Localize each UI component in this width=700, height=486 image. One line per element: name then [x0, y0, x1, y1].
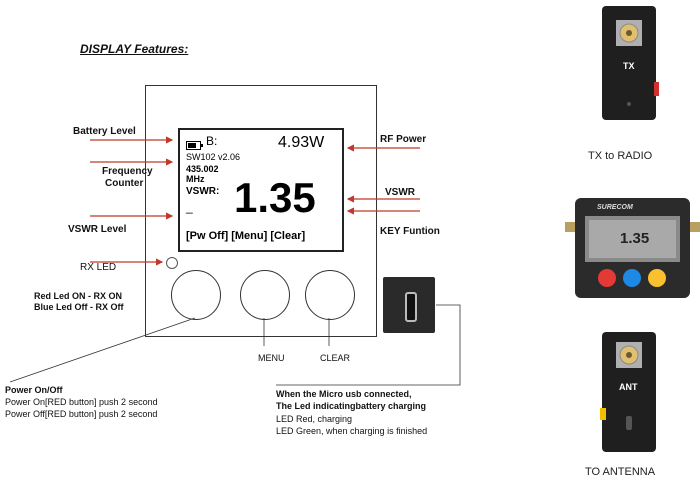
ant-port-label: ANT	[619, 382, 638, 392]
label-rf-power: RF Power	[380, 134, 427, 145]
frequency-readout: 435.002	[186, 164, 219, 174]
label-frequency: Frequency	[102, 166, 153, 177]
frequency-unit: MHz	[186, 174, 205, 184]
label-vswr-level: VSWR Level	[68, 224, 127, 235]
caption-to-antenna: TO ANTENNA	[585, 466, 656, 478]
power-notes-heading: Power On/Off	[5, 385, 63, 395]
power-notes-off: Power Off[RED button] push 2 second	[5, 409, 158, 419]
usb-note-4: LED Green, when charging is finished	[276, 426, 428, 436]
diagram-title: DISPLAY Features:	[80, 42, 189, 56]
key-function-bar: [Pw Off] [Menu] [Clear]	[186, 230, 306, 242]
label-vswr: VSWR	[385, 187, 415, 198]
vswr-label: VSWR:	[186, 186, 220, 197]
vswr-value: 1.35	[234, 174, 316, 221]
power-readout: 4.93W	[278, 134, 325, 151]
battery-text: B:	[206, 134, 218, 148]
brand-logo: SURECOM	[597, 204, 633, 211]
power-notes-on: Power On[RED button] push 2 second	[5, 397, 158, 407]
ant-connector-photo	[600, 330, 660, 460]
device-photo	[565, 194, 700, 309]
caption-tx-to-radio: TX to RADIO	[588, 150, 653, 162]
usb-note-2: The Led indicatingbattery charging	[276, 401, 427, 411]
device-photo-value: 1.35	[620, 230, 650, 247]
tx-connector-photo	[600, 4, 660, 129]
label-counter: Counter	[105, 178, 144, 189]
usb-note-1: When the Micro usb connected,	[276, 389, 412, 399]
label-clear: CLEAR	[320, 353, 351, 363]
led-note-blue: Blue Led Off - RX Off	[34, 302, 124, 312]
label-menu: MENU	[258, 353, 285, 363]
firmware-version: SW102 v2.06	[186, 152, 241, 162]
label-key-function: KEY Funtion	[380, 226, 440, 237]
label-battery-level: Battery Level	[73, 126, 136, 137]
usb-note-3: LED Red, charging	[276, 414, 353, 424]
led-note-red: Red Led ON - RX ON	[34, 291, 123, 301]
vswr-level-bar: _	[186, 200, 193, 214]
tx-port-label: TX	[623, 61, 635, 71]
label-rx-led: RX LED	[80, 262, 117, 273]
